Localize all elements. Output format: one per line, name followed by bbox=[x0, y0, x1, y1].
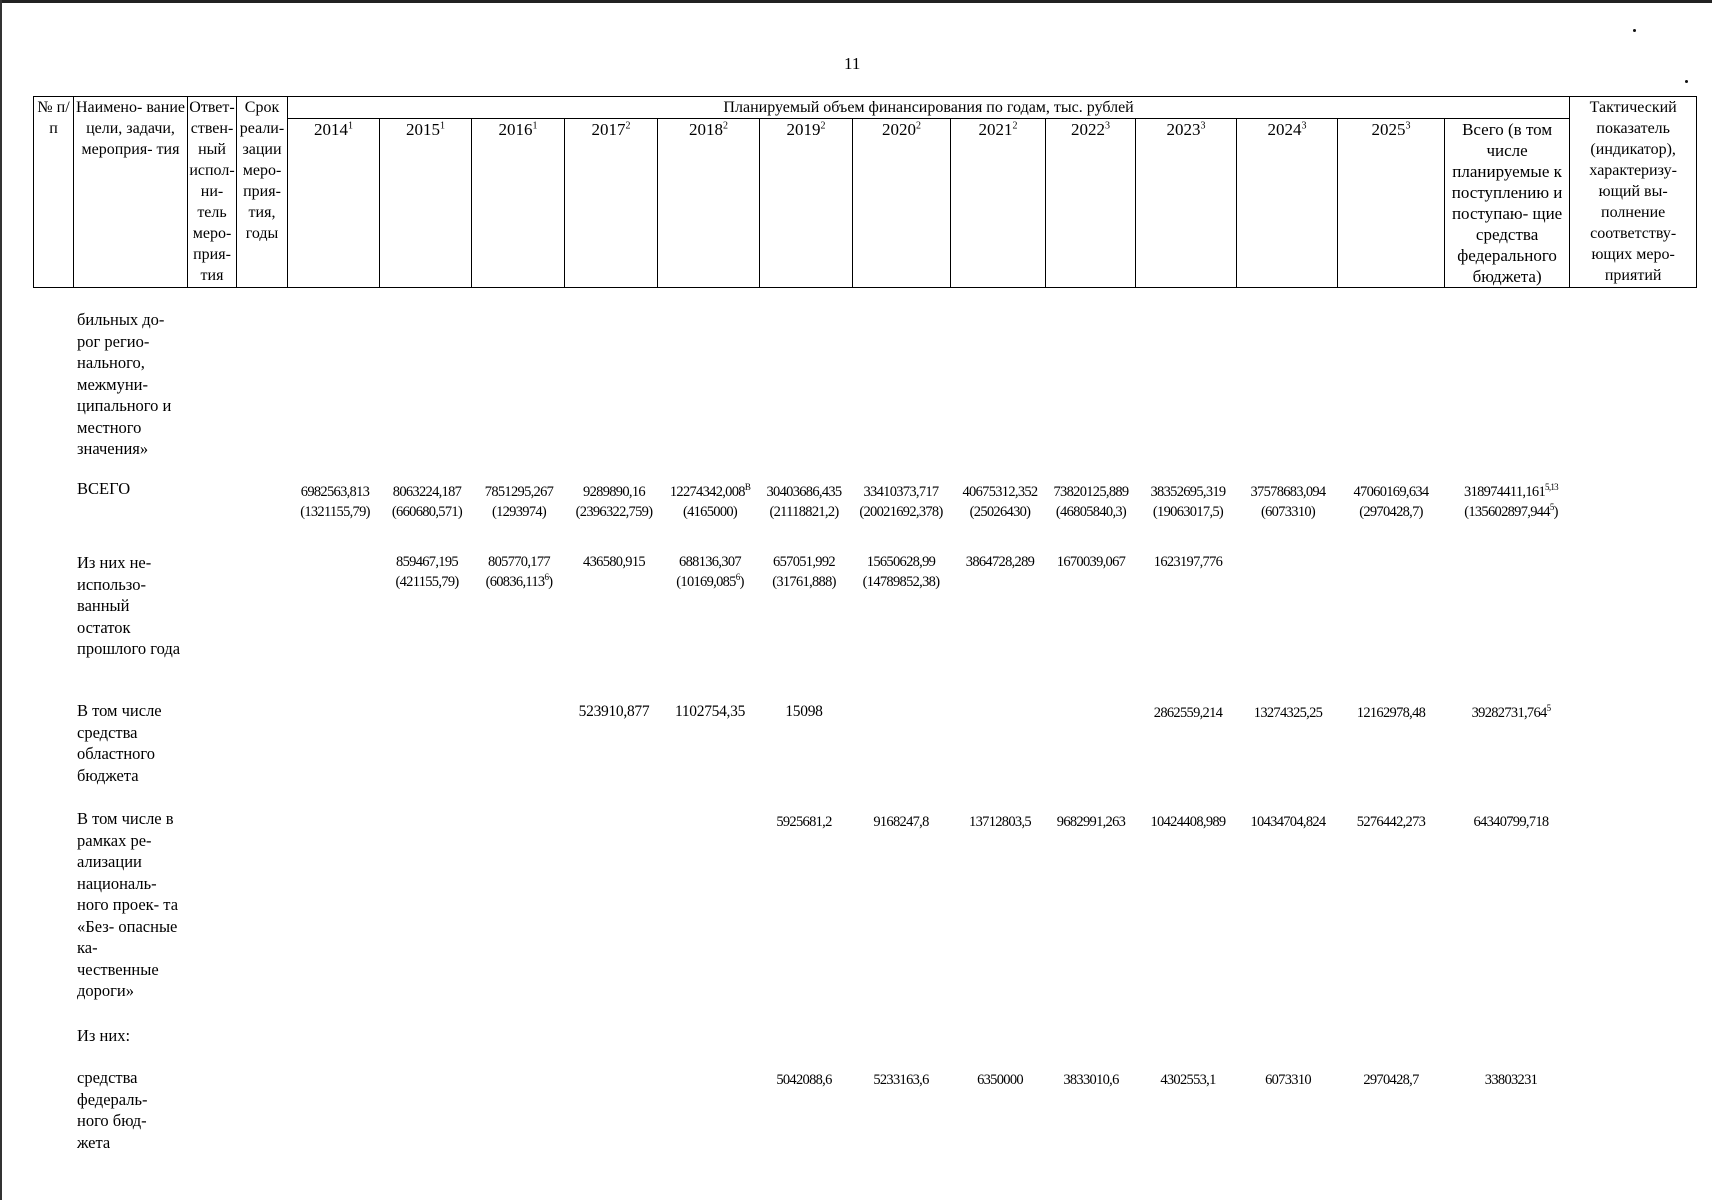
federal-2020: 5233163,6 bbox=[873, 1072, 929, 1088]
total-2025: 47060169,634 (2970428,7) bbox=[1353, 484, 1429, 520]
year-header-2014: 2014$^1$ bbox=[288, 119, 380, 288]
row-label-regional: В том числе средства областного бюджета bbox=[77, 701, 162, 785]
row-label-federal: средства федераль- ного бюд- жета bbox=[77, 1068, 148, 1152]
federal-2022: 3833010,6 bbox=[1063, 1072, 1119, 1088]
year-header-2024: 2024$^3$ bbox=[1237, 119, 1338, 288]
federal-2024: 6073310 bbox=[1265, 1072, 1311, 1088]
year-header-2020: 2020$^2$ bbox=[853, 119, 951, 288]
regional-2023: 2862559,214 bbox=[1153, 705, 1223, 721]
unused-2023: 1623197,776 bbox=[1153, 554, 1223, 570]
regional-2019: 15098 bbox=[785, 703, 823, 720]
national-2019: 5925681,2 bbox=[776, 814, 832, 830]
total-2016: 7851295,267 (1293974) bbox=[484, 484, 554, 520]
scan-speck bbox=[1685, 80, 1688, 83]
total-2022: 73820125,889 (46805840,3) bbox=[1053, 484, 1129, 520]
column-header-term: Срок реали- зации меро- прия- тия, годы bbox=[237, 97, 288, 288]
column-header-total: Всего (в том числе планируемые к поступлению и поступаю- щие средства федерального бюджета) bbox=[1445, 119, 1570, 288]
regional-2024: 13274325,25 bbox=[1253, 705, 1323, 721]
total-2017: 9289890,16 (2396322,759) bbox=[575, 484, 653, 520]
total-2020: 33410373,717 (20021692,378) bbox=[859, 484, 943, 520]
row-label-of-them: Из них: bbox=[77, 1026, 131, 1045]
year-header-2018: 2018$^2$ bbox=[658, 119, 760, 288]
year-header-2023: 2023$^3$ bbox=[1136, 119, 1237, 288]
total-2014: 6982563,813 (1321155,79) bbox=[300, 484, 370, 520]
national-2025: 5276442,273 bbox=[1356, 814, 1426, 830]
total-sum: 318974411,161$^{5,13}$ (135602897,944$^5$) bbox=[1464, 482, 1558, 520]
unused-2022: 1670039,067 bbox=[1056, 554, 1126, 570]
unused-2020: 15650628,99 (14789852,38) bbox=[862, 554, 940, 590]
year-header-2022: 2022$^3$ bbox=[1046, 119, 1136, 288]
total-2018: $12274342,008^В$ (4165000) bbox=[669, 482, 751, 520]
column-header-financing: Планируемый объем финансирования по годам, тыс. рублей bbox=[288, 97, 1570, 119]
federal-2025: 2970428,7 bbox=[1363, 1072, 1419, 1088]
year-header-2017: 2017$^2$ bbox=[565, 119, 658, 288]
row-label-total: ВСЕГО bbox=[77, 479, 131, 498]
total-2021: 40675312,352 (25026430) bbox=[962, 484, 1038, 520]
row-label-national-project: В том числе в рамках ре- ализации националь- ного проек- та «Без- опасные ка- чественные дороги» bbox=[77, 809, 179, 1000]
federal-2019: 5042088,6 bbox=[776, 1072, 832, 1088]
unused-2016: 805770,177 (60836,113$^6$) bbox=[485, 554, 553, 590]
total-2019: 30403686,435 (21118821,2) bbox=[766, 484, 842, 520]
unused-2015: 859467,195 (421155,79) bbox=[395, 554, 459, 590]
national-2023: 10424408,989 bbox=[1150, 814, 1226, 830]
year-header-2016: 2016$^1$ bbox=[472, 119, 565, 288]
regional-2025: 12162978,48 bbox=[1356, 705, 1426, 721]
column-header-number: № п/п bbox=[34, 97, 74, 288]
total-2024: 37578683,094 (6073310) bbox=[1250, 484, 1326, 520]
national-total: 64340799,718 bbox=[1473, 814, 1549, 830]
federal-2023: 4302553,1 bbox=[1160, 1072, 1216, 1088]
financing-table-header bbox=[33, 96, 1697, 288]
column-header-indicator: Тактический показатель (индикатор), характеризу- ющий вы- полнение соответству- ющих меро- приятий bbox=[1570, 97, 1697, 288]
column-header-name: Наимено- вание цели, задачи, мероприя- тия bbox=[74, 97, 188, 288]
total-2015: 8063224,187 (660680,571) bbox=[391, 484, 463, 520]
unused-2019: 657051,992 (31761,888) bbox=[772, 554, 836, 590]
regional-2017: 523910,877 bbox=[578, 703, 650, 720]
federal-total: 33803231 bbox=[1484, 1072, 1538, 1088]
scan-left-border bbox=[0, 0, 2, 1200]
year-header-2025: 2025$^3$ bbox=[1338, 119, 1445, 288]
unused-2018: 688136,307 (10169,085$^6$) bbox=[676, 554, 744, 590]
national-2021: 13712803,5 bbox=[969, 814, 1031, 830]
scan-speck bbox=[1633, 29, 1636, 32]
regional-total: 39282731,764$^5$ bbox=[1471, 703, 1551, 721]
regional-2018: 1102754,35 bbox=[674, 703, 746, 720]
federal-2021: 6350000 bbox=[977, 1072, 1023, 1088]
row-label-unused: Из них не- использо- ванный остаток прошлого года bbox=[77, 553, 181, 658]
continuation-text: бильных до- рог регио- нального, межмуни- ципального и местного значения» bbox=[77, 310, 172, 458]
year-header-2021: 2021$^2$ bbox=[951, 119, 1046, 288]
year-header-2019: 2019$^2$ bbox=[760, 119, 853, 288]
total-2023: 38352695,319 (19063017,5) bbox=[1150, 484, 1226, 520]
column-header-responsible: Ответ- ствен- ный испол- ни- тель меро- прия- тия bbox=[188, 97, 237, 288]
page-number: 11 bbox=[844, 54, 861, 73]
unused-2021: 3864728,289 bbox=[965, 554, 1035, 570]
year-header-2015: 2015$^1$ bbox=[380, 119, 472, 288]
unused-2017: 436580,915 bbox=[583, 554, 645, 570]
national-2020: 9168247,8 bbox=[873, 814, 929, 830]
national-2022: 9682991,263 bbox=[1056, 814, 1126, 830]
national-2024: 10434704,824 bbox=[1250, 814, 1326, 830]
scan-top-border bbox=[0, 0, 1712, 3]
